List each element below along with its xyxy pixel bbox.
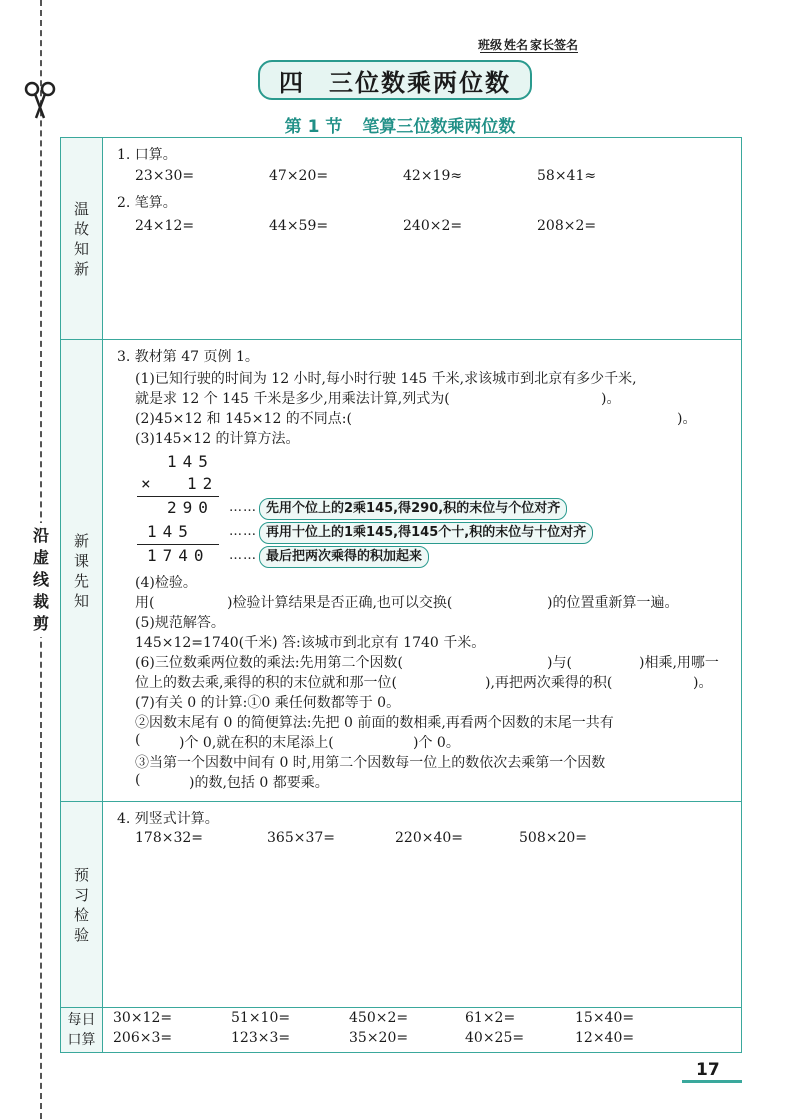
leader-dots: …… [229,548,257,563]
q2-item: 24×12= [135,218,195,234]
parent-sign-blank[interactable] [532,38,578,53]
unit-number: 四 [279,68,305,97]
page-number: 17 [696,1060,720,1080]
q1-title: 1. 口算。 [117,147,177,163]
q3-p6a-end: )相乘,用哪一 [639,655,719,671]
review-label: 温故知新 [73,199,89,278]
q3-p6b-end: )。 [693,675,713,691]
q1-item: 47×20= [269,168,329,184]
daily-item: 206×3= [113,1030,173,1046]
new-lesson-label-cell [61,340,103,801]
q3-p5a: 145×12=1740(千米) 答:该城市到北京有 1740 千米。 [135,635,486,651]
q3-p7e: ( [135,772,141,788]
q1-item: 58×41≈ [537,168,597,184]
q3-p6b-mid: ),再把两次乘得的积( [485,675,613,691]
q3-p6a: (6)三位数乘两位数的乘法:先用第二个因数( [135,655,404,671]
q3-p3: (3)145×12 的计算方法。 [135,431,300,447]
q1-item: 42×19≈ [403,168,463,184]
q3-p6b: 位上的数去乘,乘得的积的末位就和那一位( [135,675,397,691]
q4-item: 178×32= [135,830,203,846]
page-number-bar [682,1080,742,1083]
preview-label-cell [61,802,103,1007]
q3-p7c: ( [135,732,141,748]
q2-item: 44×59= [269,218,329,234]
q3-p6a-mid: )与( [547,655,572,671]
q3-p1b: 就是求 12 个 145 千米是多少,用乘法计算,列式为( [135,391,450,407]
vertical-result: 1740 [147,546,210,565]
q3-p2-end: )。 [677,411,697,427]
q3-p7c-end: )个 0。 [413,735,460,751]
daily-item: 51×10= [231,1010,291,1026]
vertical-rule [137,544,219,545]
daily-item: 30×12= [113,1010,173,1026]
daily-item: 35×20= [349,1030,409,1046]
note-bubble-1: 先用个位上的2乘145,得290,积的末位与个位对齐 [259,498,567,520]
daily-item: 123×3= [231,1030,291,1046]
new-lesson-label: 新课先知 [73,531,89,610]
q2-item: 240×2= [403,218,463,234]
daily-section [61,1008,741,1052]
review-section [61,138,741,340]
q3-p2: (2)45×12 和 145×12 的不同点:( [135,411,352,427]
q4-item: 220×40= [395,830,463,846]
class-label: 班级 [478,38,503,52]
section-title [0,112,800,137]
unit-name: 三位数乘两位数 [329,68,511,97]
cut-label: 沿虚线裁剪 [31,523,51,637]
note-bubble-2: 再用十位上的1乘145,得145个十,积的末位与十位对齐 [259,522,593,544]
q2-title: 2. 笔算。 [117,195,177,211]
q3-p4a-mid: )检验计算结果是否正确,也可以交换( [227,595,453,611]
q4-title: 4. 列竖式计算。 [117,811,219,827]
q3-p4a-end: )的位置重新算一遍。 [547,595,679,611]
q3-p1b-end: )。 [601,391,621,407]
vertical-rule [137,496,219,497]
q3-p7e-end: )的数,包括 0 都要乘。 [189,775,329,791]
vertical-multiplicand: 145 [167,452,214,471]
q3-p7b: ②因数末尾有 0 的简便算法:先把 0 前面的数相乘,再看两个因数的末尾一共有 [135,715,614,731]
leader-dots: …… [229,500,257,515]
q3-p5: (5)规范解答。 [135,615,225,631]
vertical-times-sign: × [141,474,157,493]
new-lesson-section [61,340,741,802]
section-number: 第 1 节 [284,117,343,137]
q3-p1a: (1)已知行驶的时间为 12 小时,每小时行驶 145 千米,求该城市到北京有多少千米, [135,371,637,387]
daily-label-cell [61,1008,103,1052]
preview-label: 预习检验 [73,865,89,944]
q3-title: 3. 教材第 47 页例 1。 [117,349,259,365]
unit-title [258,60,532,100]
daily-item: 12×40= [575,1030,635,1046]
daily-item: 15×40= [575,1010,635,1026]
q3-p7d: ③当第一个因数中间有 0 时,用第二个因数每一位上的数依次去乘第一个因数 [135,755,606,771]
q4-item: 365×37= [267,830,335,846]
q4-item: 508×20= [519,830,587,846]
q2-item: 208×2= [537,218,597,234]
q1-item: 23×30= [135,168,195,184]
name-label: 姓名 [504,38,529,52]
q3-p7: (7)有关 0 的计算:①0 乘任何数都等于 0。 [135,695,401,711]
review-label-cell [61,138,103,339]
q3-p4: (4)检验。 [135,575,197,591]
preview-section [61,802,741,1008]
vertical-multiplier: 12 [187,474,219,493]
q3-p7c-mid: )个 0,就在积的末尾添上( [179,735,334,751]
leader-dots: …… [229,524,257,539]
daily-label-line1: 每日 [67,1012,96,1028]
daily-item: 61×2= [465,1010,516,1026]
section-name: 笔算三位数乘两位数 [362,117,516,137]
daily-item: 450×2= [349,1010,409,1026]
vertical-partial-1: 290 [167,498,214,517]
daily-label-line2: 口算 [67,1032,96,1048]
vertical-partial-2: 145 [147,522,194,541]
q3-p4a: 用( [135,595,155,611]
note-bubble-3: 最后把两次乘得的积加起来 [259,546,429,568]
daily-item: 40×25= [465,1030,525,1046]
exercise-frame [60,137,742,1053]
header-fields [478,36,580,53]
parent-sign-label: 家长签名 [530,38,579,52]
